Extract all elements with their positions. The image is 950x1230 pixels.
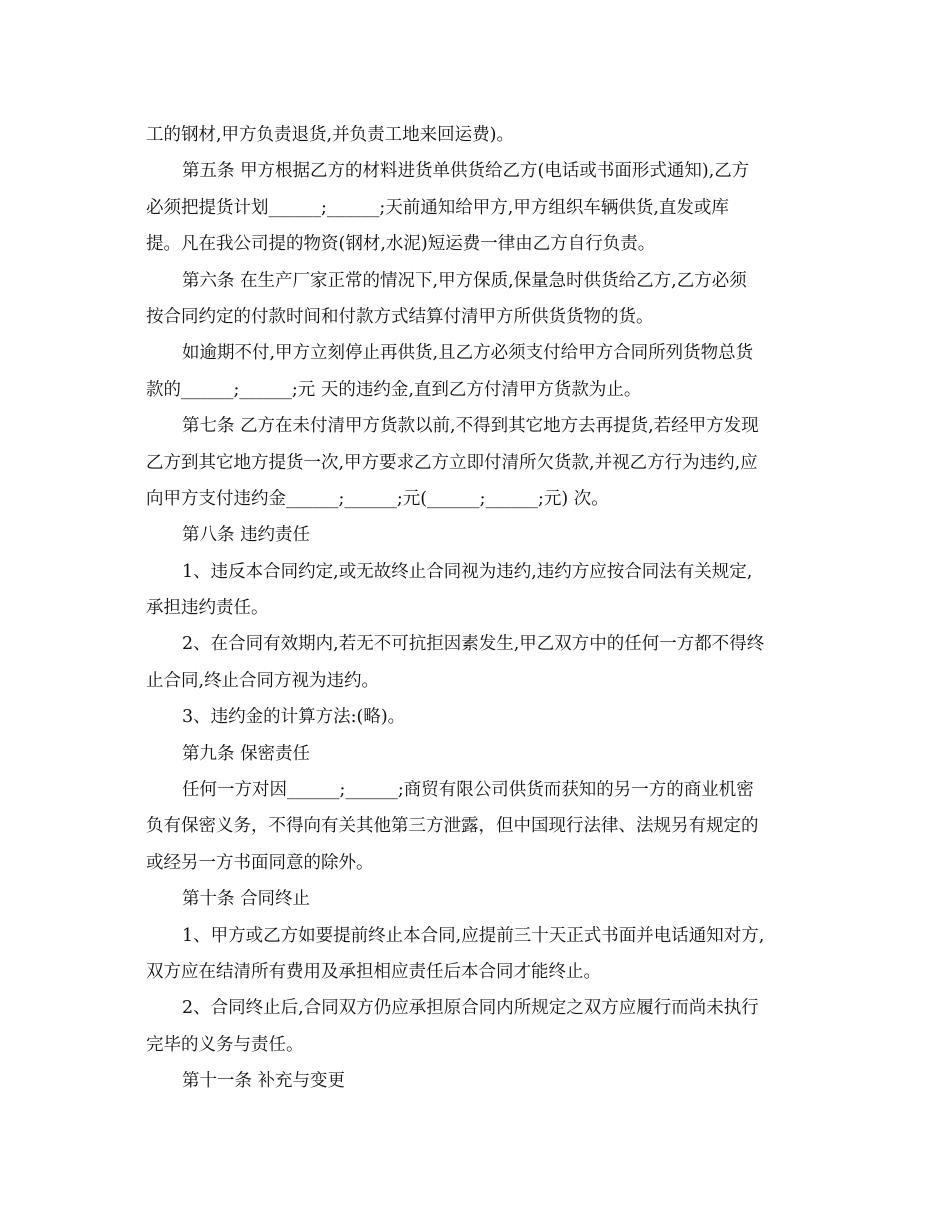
text-line: 第七条 乙方在未付清甲方货款以前,不得到其它地方去再提货,若经甲方发现 [182, 416, 759, 437]
text-line: 如逾期不付,甲方立刻停止再供货,且乙方必须支付给甲方合同所列货物总货 [182, 343, 754, 364]
text-line: 必须把提货计划______;______;天前通知给甲方,甲方组织车辆供货,直发或库 [146, 197, 729, 218]
text-line: 第九条 保密责任 [182, 743, 311, 764]
text-line: 双方应在结清所有费用及承担相应责任后本合同才能终止。 [146, 961, 601, 982]
text-line: 工的钢材,甲方负责退货,并负责工地来回运费)。 [146, 125, 514, 145]
text-line: 2、在合同有效期内,若无不可抗拒因素发生,甲乙双方中的任何一方都不得终 [182, 634, 765, 655]
text-line: 乙方到其它地方提货一次,甲方要求乙方立即付清所欠货款,并视乙方行为违约,应 [146, 452, 758, 473]
document-body [146, 117, 814, 1100]
text-line: 任何一方对因______;______;商贸有限公司供货而获知的另一方的商业机密 [182, 780, 754, 801]
text-line: 向甲方支付违约金______;______;元(______;______;元) 次。 [146, 488, 609, 509]
text-line: 第八条 违约责任 [182, 525, 311, 546]
text-line: 负有保密义务，不得向有关其他第三方泄露，但中国现行法律、法规另有规定的 [146, 816, 759, 837]
text-line: 或经另一方书面同意的除外。 [146, 852, 374, 873]
text-line: 1、甲方或乙方如要提前终止本合同,应提前三十天正式书面并电话通知对方, [182, 925, 765, 946]
text-line: 提。凡在我公司提的物资(钢材,水泥)短运费一律由乙方自行负责。 [146, 234, 656, 255]
text-line: 止合同,终止合同方视为违约。 [146, 670, 380, 691]
text-line: 第六条 在生产厂家正常的情况下,甲方保质,保量急时供货给乙方,乙方必须 [182, 270, 747, 291]
text-line: 按合同约定的付款时间和付款方式结算付清甲方所供货货物的货。 [146, 306, 654, 327]
text-line: 款的______;______;元 天的违约金,直到乙方付清甲方货款为止。 [146, 379, 642, 400]
text-line: 承担违约责任。 [146, 598, 269, 619]
text-line: 1、违反本合同约定,或无故终止合同视为违约,违约方应按合同法有关规定, [182, 561, 753, 582]
text-line: 第五条 甲方根据乙方的材料进货单供货给乙方(电话或书面形式通知),乙方 [182, 161, 750, 182]
text-line: 第十一条 补充与变更 [182, 1071, 346, 1092]
text-line: 2、合同终止后,合同双方仍应承担原合同内所规定之双方应履行而尚未执行 [182, 998, 759, 1019]
text-line: 3、违约金的计算方法:(略)。 [182, 707, 406, 728]
text-line: 完毕的义务与责任。 [146, 1034, 304, 1055]
text-line: 第十条 合同终止 [182, 889, 311, 910]
